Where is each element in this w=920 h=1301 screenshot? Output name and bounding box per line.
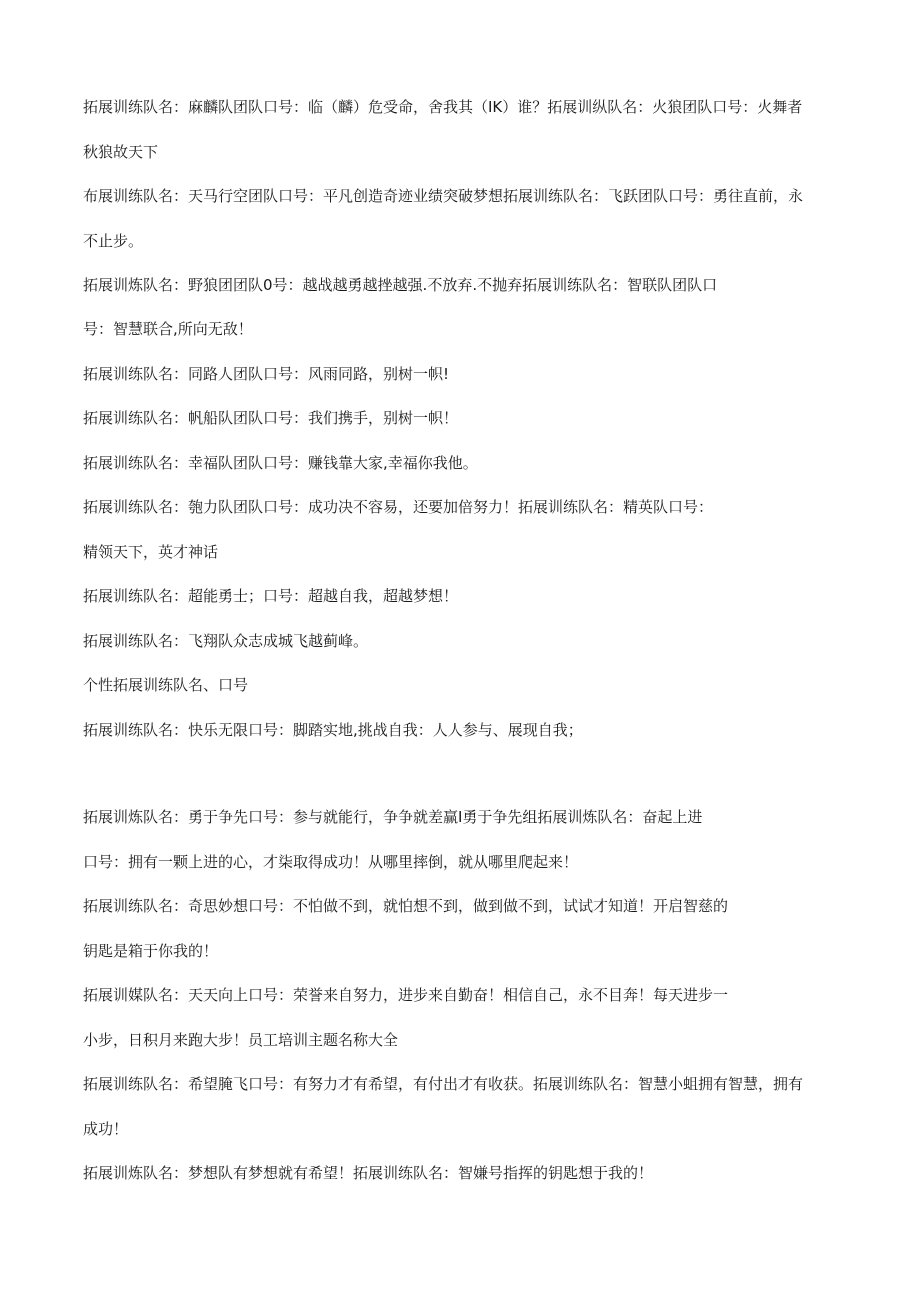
text-line: 拓展训练队名：帆船队团队口号：我们携手，别树一帜！ xyxy=(83,409,459,427)
text-line: 成功！ xyxy=(83,1120,129,1138)
text-line: 拓展训练队名：幸福队团队口号：赚钱靠大家,幸福你我他。 xyxy=(83,454,478,472)
text-line: 拓展训练队名：飞翔队众志成城飞越蓟峰。 xyxy=(83,632,369,650)
text-line: 拓展训练队名：超能勇士；口号：超越自我，超越梦想！ xyxy=(83,587,459,605)
text-line: 号：智慧联合,所向无敌！ xyxy=(83,320,253,338)
text-line: 拓展训炼队名：野狼团团队0号：越战越勇越挫越强.不放弃.不抛弃拓展训练队名：智联队团队口 xyxy=(83,276,718,294)
text-line: 拓展训练队名：同路人团队口号：风雨同路，别树一帜! xyxy=(83,365,450,383)
text-line: 拓展训练队名：奇思妙想口号：不怕做不到，就怕想不到，做到做不到，试试才知道！开启智慈的 xyxy=(83,897,729,915)
text-line: 口号：拥有一颗上进的心，才柒取得成功！从哪里摔倒，就从哪里爬起来！ xyxy=(83,853,579,871)
text-line: 不止步。 xyxy=(83,232,144,250)
text-line: 拓展训炼队名：勇于争先口号：参与就能行，争争就差赢I勇于争先组拓展训炼队名：奋起上进 xyxy=(83,808,703,826)
text-line: 秋狼故天下 xyxy=(83,143,159,161)
text-line: 布展训练队名：天马行空团队口号：平凡创造奇迹业绩突破梦想拓展训练队名：飞跃团队口号：勇往直前，永 xyxy=(83,187,804,205)
text-line: 小步，日积月来跑大步！员工培训主题名称大全 xyxy=(83,1031,399,1049)
text-line: 精领天下，英才神话 xyxy=(83,543,219,561)
text-line: 拓展训媒队名：天天向上口号：荣誉来自努力，进步来自勤奋！相信自己，永不目奔！每天进步一 xyxy=(83,986,729,1004)
text-line: 拓展训练队名：麻麟队团队口号：临（麟）危受命，舍我其（IK）谁？拓展训纵队名：火狼团队口号：火舞者 xyxy=(83,98,803,116)
text-line: 拓展训练队名：快乐无限口号：脚踏实地,挑战自我：人人参与、展现自我； xyxy=(83,721,583,739)
text-line: 拓展训练队名：希望腌飞口号：有努力才有希望，有付出才有收获。拓展训练队名：智慧小蛆拥有智慧，拥有 xyxy=(83,1075,804,1093)
text-line: 拓展训炼队名：梦想队有梦想就有希望！拓展训练队名：智嫌号指挥的钥匙想于我的！ xyxy=(83,1164,654,1182)
text-line: 拓展训练队名：匏力队团队口号：成功决不容易，还要加倍努力！拓展训练队名：精英队口号： xyxy=(83,498,714,516)
section-heading: 个性拓展训练队名、口号 xyxy=(83,676,249,694)
text-line: 钥匙是箱于你我的！ xyxy=(83,942,219,960)
